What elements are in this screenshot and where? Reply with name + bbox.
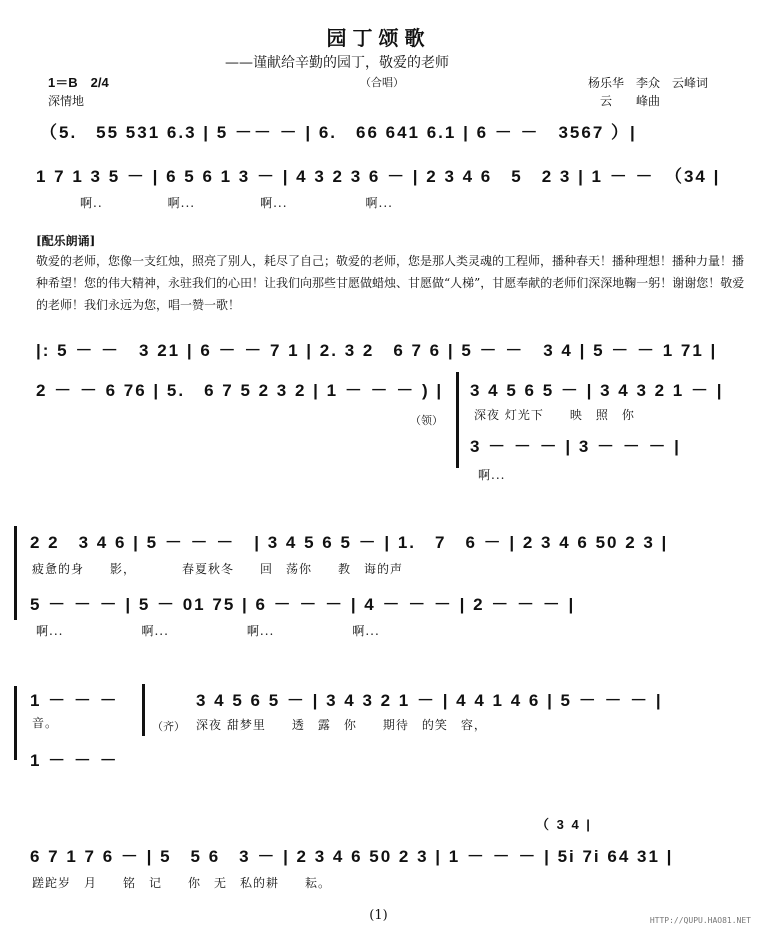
page-number: (1) xyxy=(369,908,388,923)
recitation-text: 敬爱的老师，您像一支红烛，照亮了别人，耗尽了自己；敬爱的老师，您是那人类灵魂的工程师，播种春天！播种理想！播种力量！播种希望！您的伟大精神，永驻我们的心田！让我们向那些甘愿做蜡烛、甘愿做“人梯”，甘愿奉献的老师们深深地鞠一躬！谢谢您！敬爱的老师！我们永远为您，唱一赞一歌！ xyxy=(36,254,745,312)
system2-lower-lyric: 啊... xyxy=(478,468,506,482)
system2-upper-lyric: 深夜 灯光下 映 照 你 xyxy=(474,408,635,422)
score-brace xyxy=(14,686,17,760)
system2-notes-line2: 2 － － 6 76 | 5. 6 7 5 2 3 2 | 1 － － － ) | xyxy=(36,381,444,400)
system4-upper-end-lyric: 音。 xyxy=(32,716,59,730)
watermark: HTTP://QUPU.HAO81.NET xyxy=(649,916,751,925)
system3-upper-lyric: 疲惫的身 影， 春夏秋冬 回 荡你 教 诲的声 xyxy=(32,562,404,576)
system2-notes-line1: |: 5 － － 3 21 | 6 － － 7 1 | 2. 3 2 6 7 6 | 5 － － 3 4 | 5 － － 1 71 | xyxy=(36,341,718,360)
song-title: 园丁颂歌 xyxy=(326,26,431,50)
system3-lower-lyric: 啊... 啊... 啊... 啊... xyxy=(36,624,380,638)
system1-lyric: 啊.. 啊... 啊... 啊... xyxy=(80,196,393,210)
score-brace xyxy=(142,684,145,736)
system5-lyric: 蹉跎岁 月 铭 记 你 无 私的耕 耘。 xyxy=(32,876,332,890)
system3-lower-notes: 5 － － － | 5 － 01 75 | 6 － － － | 4 － － － | 2 － － － | xyxy=(30,595,576,614)
score-brace xyxy=(14,526,17,620)
pickup-notes: （ 3 4 | xyxy=(536,817,592,832)
system3-upper-notes: 2 2 3 4 6 | 5 － － － | 3 4 5 6 5 － | 1. 7 6 － | 2 3 4 6 50 2 3 | xyxy=(30,533,669,552)
tempo-marking: 深情地 xyxy=(48,94,85,108)
key-signature: 1＝B 2/4 xyxy=(48,75,109,90)
system4-notes: 3 4 5 6 5 － | 3 4 3 2 1 － | 4 4 1 4 6 | 5 － － － | xyxy=(196,691,663,710)
intro-notes-line: （5. 55 531 6.3 | 5 －－ － | 6. 66 641 6.1 | 6 － － 3567 ）| xyxy=(40,123,637,142)
system4-lower-end-notes: 1 － － － xyxy=(30,751,119,770)
song-subtitle: ——谨献给辛勤的园丁，敬爱的老师 xyxy=(225,55,449,71)
score-brace xyxy=(456,372,459,468)
lyricist-credit: 杨乐华 李众 云峰词 xyxy=(588,76,709,90)
recitation-label: [配乐朗诵] xyxy=(36,234,96,248)
unison-label: （齐） xyxy=(152,720,185,733)
system4-lyric: 深夜 甜梦里 透 露 你 期待 的笑 容， xyxy=(196,718,487,732)
system2-lower-notes: 3 － － － | 3 － － － | xyxy=(470,437,681,456)
composer-credit: 云 峰曲 xyxy=(600,94,661,108)
lead-label: （领） xyxy=(410,414,443,427)
system2-upper-notes: 3 4 5 6 5 － | 3 4 3 2 1 － | xyxy=(470,381,724,400)
chorus-note: （合唱） xyxy=(360,76,404,89)
system5-notes: 6 7 1 7 6 － | 5 5 6 3 － | 2 3 4 6 50 2 3 | 1 － － － | 5i 7i 64 31 | xyxy=(30,847,674,866)
system4-upper-end-notes: 1 － － － xyxy=(30,691,119,710)
system1-notes-line2: 1 7 1 3 5 － | 6 5 6 1 3 － | 4 3 2 3 6 － | 2 3 4 6 5 2 3 | 1 － － （34 | xyxy=(36,167,721,186)
